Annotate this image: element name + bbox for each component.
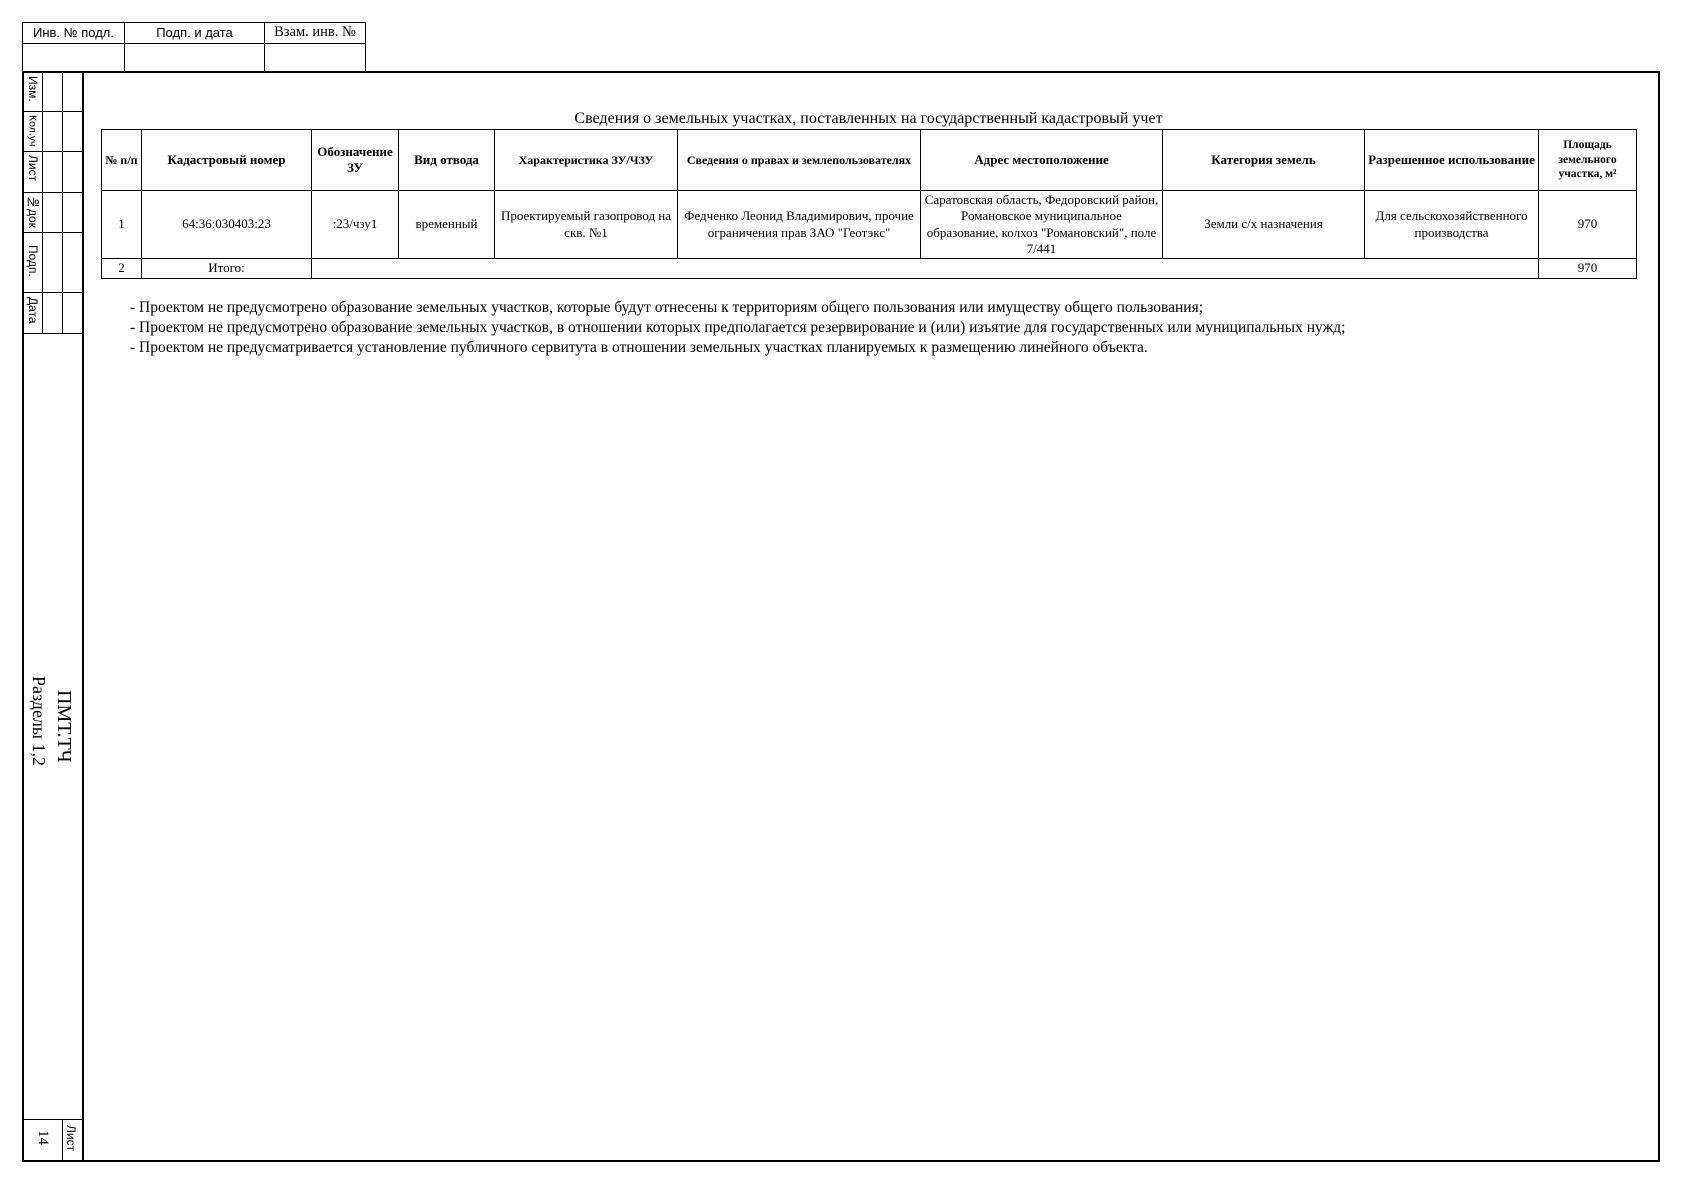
table-row <box>102 191 1637 259</box>
side-row-line-4 <box>22 232 83 233</box>
col-header-num: № п/п <box>102 130 142 191</box>
cell-characteristic: Проектируемый газопровод на скв. №1 <box>495 191 678 259</box>
cell-cadastral: 64:36:030403:23 <box>142 191 312 259</box>
stamp-mid-border <box>22 43 365 44</box>
side-row-line-2 <box>22 151 83 152</box>
table-header-row <box>102 130 1637 191</box>
notes-block <box>130 298 1345 358</box>
cell-address: Саратовская область, Федоровский район, Романовское муниципальное образование, колхоз "Романовский", поле 7/441 <box>921 191 1163 259</box>
stamp-top-border <box>22 22 365 23</box>
cell-total-area: 970 <box>1539 259 1637 279</box>
sheet-label: Лист <box>64 1125 78 1152</box>
cell-type: временный <box>399 191 495 259</box>
side-label-kol-uch: Кол.уч <box>26 115 39 147</box>
cell-category: Земли с/х назначения <box>1163 191 1365 259</box>
col-header-type: Вид отвода <box>399 130 495 191</box>
stamp-inv-podl: Инв. № подл. <box>33 25 114 40</box>
side-title <box>26 640 80 800</box>
sheet-number: 14 <box>35 1130 51 1145</box>
col-header-area: Площадь земельного участка, м² <box>1539 130 1637 191</box>
cell-total-empty <box>312 259 1539 279</box>
frame-inner-left <box>82 71 84 1162</box>
note-3: - Проектом не предусматривается установление публичного сервитута в отношении земельных участках планируемых к размещению линейного объекта. <box>130 339 1148 356</box>
cell-total-num: 2 <box>102 259 142 279</box>
side-row-line-5 <box>22 292 83 293</box>
col-header-usage: Разрешенное использование <box>1365 130 1539 191</box>
note-1: - Проектом не предусмотрено образование земельных участков, которые будут отнесены к территориям общего пользования или имуществу общего пользования; <box>130 299 1204 316</box>
col-header-category: Категория земель <box>1163 130 1365 191</box>
col-header-address: Адрес местоположение <box>921 130 1163 191</box>
side-title-code: ПМТ.ТЧ <box>53 690 75 763</box>
sheet-block-div <box>62 1119 63 1161</box>
table-row-total <box>102 259 1637 279</box>
side-label-data: Дата <box>26 297 40 324</box>
side-label-podp: Подп. <box>26 245 40 277</box>
note-2: - Проектом не предусмотрено образование земельных участков, в отношении которых предполагается резервирование и (или) изъятие для государственных или муниципальных нужд; <box>130 319 1346 336</box>
frame-right <box>1658 71 1660 1162</box>
side-row-line-1 <box>22 111 83 112</box>
stamp-podp-data: Подп. и дата <box>156 25 233 40</box>
stamp-right-border <box>365 22 366 72</box>
col-header-rights: Сведения о правах и землепользователях <box>678 130 921 191</box>
sheet-block-top <box>22 1119 83 1120</box>
col-header-characteristic: Характеристика ЗУ/ЧЗУ <box>495 130 678 191</box>
side-label-ndok: №док <box>26 195 40 228</box>
cell-designation: :23/чзу1 <box>312 191 399 259</box>
land-plots-table <box>101 129 1637 279</box>
col-header-designation: Обозначение ЗУ <box>312 130 399 191</box>
stamp-vzam-inv: Взам. инв. № <box>274 24 356 40</box>
cell-rights: Федченко Леонид Владимирович, прочие ограничения прав ЗАО "Геотэкс" <box>678 191 921 259</box>
frame-bottom <box>22 1160 1660 1162</box>
side-title-section: Разделы 1,2 <box>29 676 49 767</box>
cell-num: 1 <box>102 191 142 259</box>
cell-total-label: Итого: <box>142 259 312 279</box>
col-header-cadastral: Кадастровый номер <box>142 130 312 191</box>
side-label-izm: Изм. <box>26 76 40 102</box>
cell-usage: Для сельскохозяйственного производства <box>1365 191 1539 259</box>
cell-area: 970 <box>1539 191 1637 259</box>
frame-top <box>22 71 1660 73</box>
side-row-line-3 <box>22 192 83 193</box>
side-label-list: Лист <box>26 155 40 182</box>
frame-left <box>22 71 24 1162</box>
table-title: Сведения о земельных участках, поставленных на государственный кадастровый учет <box>574 110 1163 127</box>
side-row-line-6 <box>22 333 83 334</box>
